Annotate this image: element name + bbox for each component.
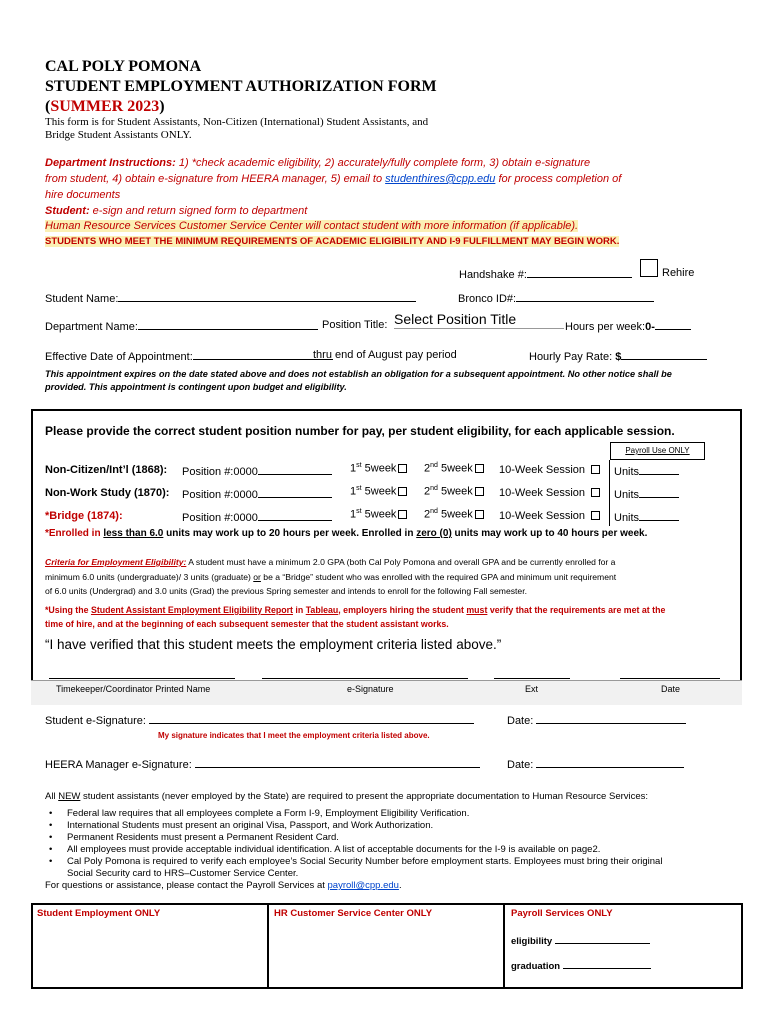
thru-period-text: thru end of August pay period	[313, 349, 457, 361]
form-title: STUDENT EMPLOYMENT AUTHORIZATION FORM	[45, 78, 437, 95]
using-report-line-2: time of hire, and at the beginning of each subsequent semester that the student assistant works.	[45, 619, 449, 629]
printed-name-label: Timekeeper/Coordinator Printed Name	[56, 684, 211, 694]
list-item: • Federal law requires that all employees complete a Form I-9, Employment Eligibility Verification.	[45, 808, 662, 820]
disclaimer-line-2: provided. This appointment is contingent upon budget and eligibility.	[45, 382, 347, 392]
criteria-line-2: minimum 6.0 units (undergraduate)/ 3 units (graduate) or be a “Bridge” student who was enrolled with the required GPA and minimum unit requirement	[45, 572, 617, 582]
criteria-line-3: of 6.0 units (Undergrad) and 3.0 units (Grad) the previous Spring semester and intends to enroll for the following Fall semester.	[45, 586, 527, 596]
nonworkstudy-1st-5week[interactable]: 1st 5week	[350, 485, 407, 498]
session-line: (SUMMER 2023)	[45, 98, 165, 115]
hr-contact-note: Human Resource Services Customer Service Center will contact student with more information (if applicable).	[45, 220, 579, 232]
noncitizen-position-field[interactable]: Position #:0000	[182, 464, 332, 478]
bridge-1st-5week[interactable]: 1st 5week	[350, 508, 407, 521]
noncitizen-10week[interactable]: 10-Week Session	[499, 464, 600, 476]
checkbox-icon[interactable]	[591, 465, 600, 474]
student-esignature-field[interactable]: Student e-Signature:	[45, 713, 474, 727]
requirements-list	[45, 808, 662, 868]
session-name: SUMMER 2023	[50, 98, 160, 115]
intro-line-2: Bridge Student Assistants ONLY.	[45, 129, 192, 141]
payroll-column-divider	[609, 460, 610, 526]
tableau-link[interactable]: Tableau	[305, 605, 339, 615]
requirements-intro: All NEW student assistants (never employed by the State) are required to present the appropriate documentation to Human Resource Services:	[45, 791, 649, 802]
bronco-id-field[interactable]: Bronco ID#:	[458, 291, 654, 305]
dept-instructions-2: from student, 4) obtain e-signature from HEERA manager, 5) email to studenthires@cpp.edu for process completion of	[45, 173, 622, 185]
hours-per-week-field[interactable]: Hours per week:0-	[565, 319, 691, 333]
criteria-line-1: Criteria for Employment Eligibility: A student must have a minimum 2.0 GPA (both Cal Poly Pomona and overall GPA and be currently enrolled for a	[45, 557, 616, 567]
verification-statement: “I have verified that this student meets the employment criteria listed above.”	[45, 637, 502, 652]
checkbox-icon[interactable]	[398, 487, 407, 496]
checkbox-icon[interactable]	[398, 510, 407, 519]
rehire-checkbox[interactable]	[640, 259, 658, 277]
nonworkstudy-position-field[interactable]: Position #:0000	[182, 487, 332, 501]
disclaimer-line-1: This appointment expires on the date stated above and does not establish an obligation for a subsequent appointment. No other notice shall be	[45, 369, 672, 379]
dept-instructions-3: hire documents	[45, 189, 121, 201]
position-title-select[interactable]: Select Position Title	[394, 311, 564, 329]
bridge-units[interactable]: Units	[614, 510, 679, 524]
department-name-field[interactable]: Department Name:	[45, 319, 318, 333]
student-instructions: Student: e-sign and return signed form to department	[45, 205, 308, 217]
ext-line[interactable]	[494, 678, 570, 679]
date-line[interactable]	[620, 678, 720, 679]
payroll-email-link[interactable]: payroll@cpp.edu	[327, 880, 399, 891]
checkbox-icon[interactable]	[591, 511, 600, 520]
rehire-label: Rehire	[662, 267, 695, 279]
list-item: • All employees must provide acceptable individual identification. A list of acceptable documents for the I-9 is available on page2.	[45, 844, 662, 856]
date-label: Date	[661, 684, 681, 694]
requirements-bullet5-cont: Social Security card to HRS–Customer Service Center.	[67, 868, 299, 879]
checkbox-icon[interactable]	[398, 464, 407, 473]
effective-date-field[interactable]: Effective Date of Appointment:	[45, 349, 333, 363]
printed-name-line[interactable]	[49, 678, 235, 679]
bridge-10week[interactable]: 10-Week Session	[499, 510, 600, 522]
bridge-2nd-5week[interactable]: 2nd 5week	[424, 508, 484, 521]
checkbox-icon[interactable]	[475, 487, 484, 496]
position-box-heading: Please provide the correct student position number for pay, per student eligibility, for each applicable session.	[45, 424, 675, 438]
institution-name: CAL POLY POMONA	[45, 58, 202, 75]
heera-date-field[interactable]: Date:	[507, 757, 684, 771]
bridge-position-field[interactable]: Position #:0000	[182, 510, 332, 524]
esignature-line[interactable]	[262, 678, 468, 679]
nonworkstudy-10week[interactable]: 10-Week Session	[499, 487, 600, 499]
position-row-bridge: *Bridge (1874):	[45, 510, 123, 522]
checkbox-icon[interactable]	[591, 488, 600, 497]
heera-esignature-field[interactable]: HEERA Manager e-Signature:	[45, 757, 480, 771]
graduation-field[interactable]: graduation	[511, 958, 651, 972]
position-row-nonworkstudy: Non-Work Study (1870):	[45, 487, 170, 499]
noncitizen-1st-5week[interactable]: 1st 5week	[350, 462, 407, 475]
hourly-pay-rate-field[interactable]: Hourly Pay Rate: $	[529, 349, 707, 363]
esignature-label: e-Signature	[347, 684, 394, 694]
nonworkstudy-2nd-5week[interactable]: 2nd 5week	[424, 485, 484, 498]
student-signature-note: My signature indicates that I meet the employment criteria listed above.	[158, 731, 430, 740]
position-title-label: Position Title:	[322, 319, 388, 331]
noncitizen-2nd-5week[interactable]: 2nd 5week	[424, 462, 484, 475]
student-employment-only: Student Employment ONLY	[37, 908, 161, 919]
dept-instructions-1: Department Instructions: 1) *check academic eligibility, 2) accurately/fully complete form, 3) obtain e-signature	[45, 157, 591, 169]
list-item: • International Students must present an original Visa, Passport, and Work Authorization.	[45, 820, 662, 832]
student-name-field[interactable]: Student Name:	[45, 291, 416, 305]
min-requirements-note: STUDENTS WHO MEET THE MINIMUM REQUIREMENTS OF ACADEMIC ELIGIBILITY AND I-9 FULFILLMENT MAY BEGIN WORK.	[45, 236, 620, 247]
questions-line: For questions or assistance, please contact the Payroll Services at payroll@cpp.edu.	[45, 880, 402, 891]
payroll-services-only: Payroll Services ONLY	[511, 908, 613, 919]
hr-csc-only: HR Customer Service Center ONLY	[274, 908, 433, 919]
student-date-field[interactable]: Date:	[507, 713, 686, 727]
checkbox-icon[interactable]	[475, 464, 484, 473]
using-report-line-1: *Using the Student Assistant Employment Eligibility Report in Tableau, employers hiring the student must verify that the requirements are met at the	[45, 605, 666, 615]
eligibility-report-link[interactable]: Student Assistant Employment Eligibility Report	[90, 605, 293, 615]
office-divider-1	[267, 903, 269, 989]
list-item: • Cal Poly Pomona is required to verify each employee’s Social Security Number before employment starts. Employees must bring their original	[45, 856, 662, 868]
ext-label: Ext	[525, 684, 539, 694]
intro-line-1: This form is for Student Assistants, Non-Citizen (International) Student Assistants, and	[45, 116, 429, 128]
position-row-noncitizen: Non-Citizen/Int’l (1868):	[45, 464, 168, 476]
nonworkstudy-units[interactable]: Units	[614, 487, 679, 501]
noncitizen-units[interactable]: Units	[614, 464, 679, 478]
enrolled-hours-note: *Enrolled in less than 6.0 units may work up to 20 hours per week. Enrolled in zero (0) units may work up to 40 hours per week.	[45, 528, 648, 539]
eligibility-field[interactable]: eligibility	[511, 933, 650, 947]
studenthires-email-link[interactable]: studenthires@cpp.edu	[385, 173, 496, 185]
handshake-field[interactable]: Handshake #:	[459, 267, 632, 281]
office-divider-2	[503, 903, 505, 989]
payroll-use-only-label: Payroll Use ONLY	[610, 442, 705, 460]
checkbox-icon[interactable]	[475, 510, 484, 519]
list-item: • Permanent Residents must present a Permanent Resident Card.	[45, 832, 662, 844]
